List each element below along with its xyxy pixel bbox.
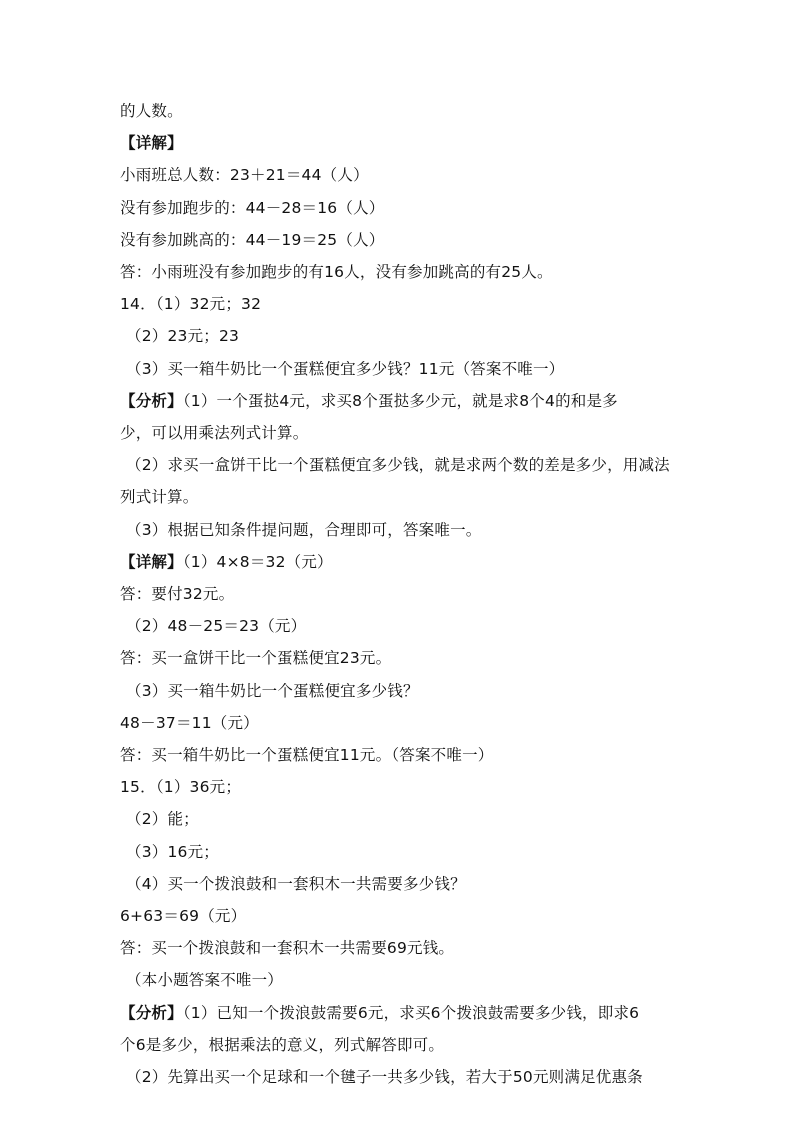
line-text: （本小题答案不唯一） bbox=[126, 971, 284, 989]
document-line bbox=[120, 198, 384, 218]
document-line bbox=[120, 777, 241, 797]
document-line bbox=[120, 648, 391, 668]
document-line bbox=[126, 874, 466, 894]
document-line bbox=[120, 552, 333, 572]
line-text: 48－37＝11（元） bbox=[120, 714, 259, 732]
document-line bbox=[120, 133, 183, 153]
line-text: （2）能； bbox=[126, 810, 199, 828]
line-text: （2）48－25＝23（元） bbox=[126, 617, 307, 635]
document-line bbox=[126, 681, 419, 701]
section-label: 【详解】 bbox=[120, 134, 183, 152]
document-line bbox=[126, 326, 239, 346]
line-text: （3）根据已知条件提问题，合理即可，答案唯一。 bbox=[126, 521, 482, 539]
line-text: 小雨班总人数：23＋21＝44（人） bbox=[120, 166, 369, 184]
line-text: （3）买一箱牛奶比一个蛋糕便宜多少钱？11元（答案不唯一） bbox=[126, 360, 565, 378]
line-text: 答：要付32元。 bbox=[120, 585, 235, 603]
document-line bbox=[120, 165, 369, 185]
document-line bbox=[126, 809, 199, 829]
document-line bbox=[120, 294, 261, 314]
line-text: 答：买一个拨浪鼓和一套积木一共需要69元钱。 bbox=[120, 939, 455, 957]
document-line bbox=[126, 616, 306, 636]
line-text: （2）求买一盒饼干比一个蛋糕便宜多少钱，就是求两个数的差是多少，用减法 bbox=[126, 456, 670, 474]
document-line bbox=[126, 842, 219, 862]
document-line bbox=[120, 391, 618, 411]
line-text: 15．（1）36元； bbox=[120, 778, 242, 796]
section-label: 【分析】 bbox=[120, 392, 183, 410]
line-text: （4）买一个拨浪鼓和一套积木一共需要多少钱？ bbox=[126, 875, 466, 893]
line-text: 答：买一盒饼干比一个蛋糕便宜23元。 bbox=[120, 649, 392, 667]
line-text: （3）买一箱牛奶比一个蛋糕便宜多少钱？ bbox=[126, 682, 419, 700]
document-line bbox=[120, 745, 493, 765]
line-text: （1）已知一个拨浪鼓需要6元，求买6个拨浪鼓需要多少钱，即求6 bbox=[182, 1004, 640, 1022]
section-label: 【分析】 bbox=[120, 1004, 183, 1022]
document-line bbox=[126, 455, 670, 475]
line-text: 6+63＝69（元） bbox=[120, 907, 247, 925]
document-line bbox=[120, 230, 384, 250]
line-text: 少，可以用乘法列式计算。 bbox=[120, 424, 309, 442]
line-text: 答：小雨班没有参加跑步的有16人，没有参加跳高的有25人。 bbox=[120, 263, 553, 281]
line-text: 个6是多少，根据乘法的意义，列式解答即可。 bbox=[120, 1036, 445, 1054]
document-line bbox=[120, 713, 259, 733]
line-text: 14．（1）32元；32 bbox=[120, 295, 262, 313]
document-line bbox=[126, 520, 481, 540]
document-line bbox=[120, 101, 183, 121]
line-text: 没有参加跳高的：44－19＝25（人） bbox=[120, 231, 385, 249]
line-text: 的人数。 bbox=[120, 102, 183, 120]
document-line bbox=[120, 262, 553, 282]
document-line bbox=[126, 970, 283, 990]
line-text: 答：买一箱牛奶比一个蛋糕便宜11元。（答案不唯一） bbox=[120, 746, 494, 764]
document-line bbox=[120, 1003, 639, 1023]
line-text: （1）一个蛋挞4元，求买8个蛋挞多少元，就是求8个4的和是多 bbox=[182, 392, 618, 410]
line-text: （2）23元；23 bbox=[126, 327, 240, 345]
line-text: （1）4×8＝32（元） bbox=[182, 553, 333, 571]
line-text: （3）16元； bbox=[126, 843, 219, 861]
section-label: 【详解】 bbox=[120, 553, 183, 571]
document-line bbox=[120, 906, 246, 926]
document-line bbox=[120, 423, 308, 443]
line-text: （2）先算出买一个足球和一个毽子一共多少钱，若大于50元则满足优惠条 bbox=[126, 1068, 643, 1086]
document-line bbox=[126, 359, 564, 379]
line-text: 列式计算。 bbox=[120, 488, 199, 506]
document-line bbox=[120, 487, 199, 507]
document-line bbox=[120, 1035, 444, 1055]
line-text: 没有参加跑步的：44－28＝16（人） bbox=[120, 199, 385, 217]
document-line bbox=[120, 938, 454, 958]
document-line bbox=[120, 584, 234, 604]
document-line bbox=[126, 1067, 643, 1087]
